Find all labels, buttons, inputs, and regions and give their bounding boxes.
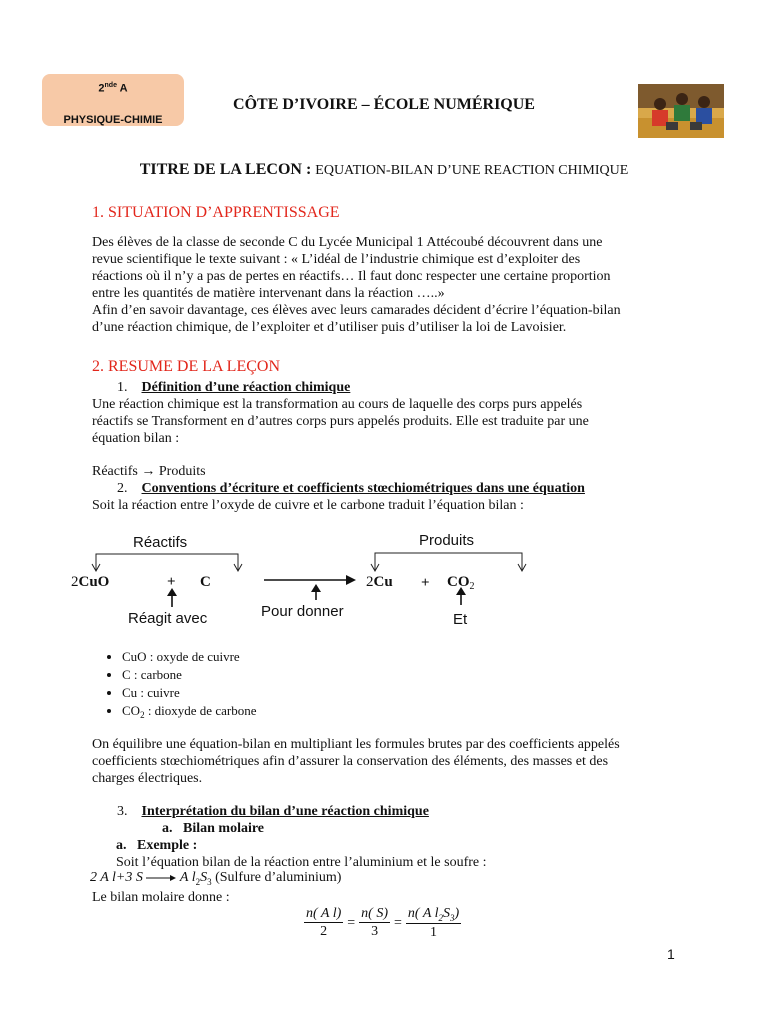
molar-balance: $\frac{\text{n( A l)}}{2}$ = $\frac{n( S)}{3}$ = $\frac{n( A l_2S_3)}{1}$ — [306, 906, 460, 940]
section1-heading: 1. SITUATION D’APPRENTISSAGE — [92, 204, 340, 221]
text-line: coefficients stœchiométriques afin d’assurer la conservation des éléments, des masses et des — [92, 754, 609, 769]
reaction-arrow-icon — [146, 873, 176, 883]
equilibre-paragraph — [92, 736, 692, 787]
subsection-3: 3. Interprétation du bilan d’une réaction chimique — [117, 804, 429, 819]
text-line: Une réaction chimique est la transformation au cours de laquelle des corps purs appelés — [92, 397, 583, 412]
text-line: revue scientifique le texte suivant : « L’idéal de l’industrie chimique est d’exploiter des — [92, 252, 581, 267]
school-title: CÔTE D’IVOIRE – ÉCOLE NUMÉRIQUE — [233, 96, 535, 113]
reactifs-produits: Réactifs → Produits — [92, 464, 206, 479]
exemple-label: a. Exemple : — [116, 838, 198, 853]
text-line: réactions où il n’y a pas de pertes en réactifs… Il faut donc respecter une certaine proportion — [92, 269, 611, 284]
plus-2: + — [421, 575, 430, 591]
label-et: Et — [453, 611, 468, 628]
page-number: 1 — [667, 946, 675, 962]
text-line: équation bilan : — [92, 431, 180, 446]
text-line: réactifs se Transforment en d’autres corps purs appelés produits. Elle est traduite par une — [92, 414, 589, 429]
subject-label: PHYSIQUE-CHIMIE — [63, 114, 163, 126]
list-item: • C : carbone — [122, 666, 256, 684]
subsection-1: 1. Définition d’une réaction chimique — [117, 380, 351, 395]
text-line: d’une réaction chimique, de l’exploiter et d’utiliser puis d’utiliser la loi de Lavoisier. — [92, 320, 567, 335]
text-line: Des élèves de la classe de seconde C du Lycée Municipal 1 Attécoubé découvrent dans une — [92, 235, 603, 250]
label-reagit-avec: Réagit avec — [128, 610, 208, 627]
text-line: On équilibre une équation-bilan en multipliant les formules brutes par des coefficients appelés — [92, 737, 620, 752]
fraction-al: $\frac{\text{n( A l)}}{2}$ — [306, 906, 342, 940]
species-list — [92, 648, 256, 721]
section2-heading: 2. RESUME DE LA LEÇON — [92, 358, 280, 375]
list-item: • $CO_2$ : dioxyde de carbone — [122, 702, 256, 721]
level-label: 2nde A — [98, 82, 128, 95]
subsection-3a: a. Bilan molaire — [162, 821, 265, 836]
label-pour-donner: Pour donner — [261, 603, 344, 620]
equation-rhs-cu: 2Cu — [366, 574, 393, 590]
bilan-donne: Le bilan molaire donne : — [92, 890, 230, 905]
lesson-title: TITRE DE LA LECON : EQUATION-BILAN D’UNE REACTION CHIMIQUE — [139, 161, 629, 178]
soit-line: Soit la réaction entre l’oxyde de cuivre et le carbone traduit l’équation bilan : — [92, 498, 524, 513]
text-line: entre les quantités de matière intervenant dans la réaction …..» — [92, 286, 445, 301]
soit-alu-line: Soit l’équation bilan de la réaction entre l’aluminium et le soufre : — [116, 855, 487, 870]
text-line: charges électriques. — [92, 771, 203, 786]
plus-1: + — [167, 574, 176, 590]
equation-lhs: 2CuO — [71, 574, 110, 590]
fraction-al2s3: $\frac{n( A l_2S_3)}{1}$ — [407, 906, 460, 940]
subsection-2: 2. Conventions d’écriture et coefficients stœchiométriques dans une équation — [117, 481, 585, 496]
arrow-pour-donner-up — [311, 584, 321, 600]
carbon: C — [200, 574, 211, 590]
label-produits: Produits — [419, 532, 475, 549]
label-reactifs: Réactifs — [133, 534, 188, 551]
fraction-s: $\frac{n( S)}{3}$ — [361, 906, 388, 940]
alu-equation: 2 A l+3 S A $l_2S_3$ (Sulfure d’aluminium) — [90, 870, 342, 887]
arrow-pour-donner — [264, 575, 356, 585]
brace-reactifs — [92, 554, 242, 571]
text-line: Afin d’en savoir davantage, ces élèves avec leurs camarades décident d’écrire l’équation-bilan — [92, 303, 621, 318]
brace-produits — [371, 553, 526, 571]
list-item: • CuO : oxyde de cuivre — [122, 648, 256, 666]
co2: $CO_2$ — [447, 574, 475, 592]
list-item: • Cu : cuivre — [122, 684, 256, 702]
